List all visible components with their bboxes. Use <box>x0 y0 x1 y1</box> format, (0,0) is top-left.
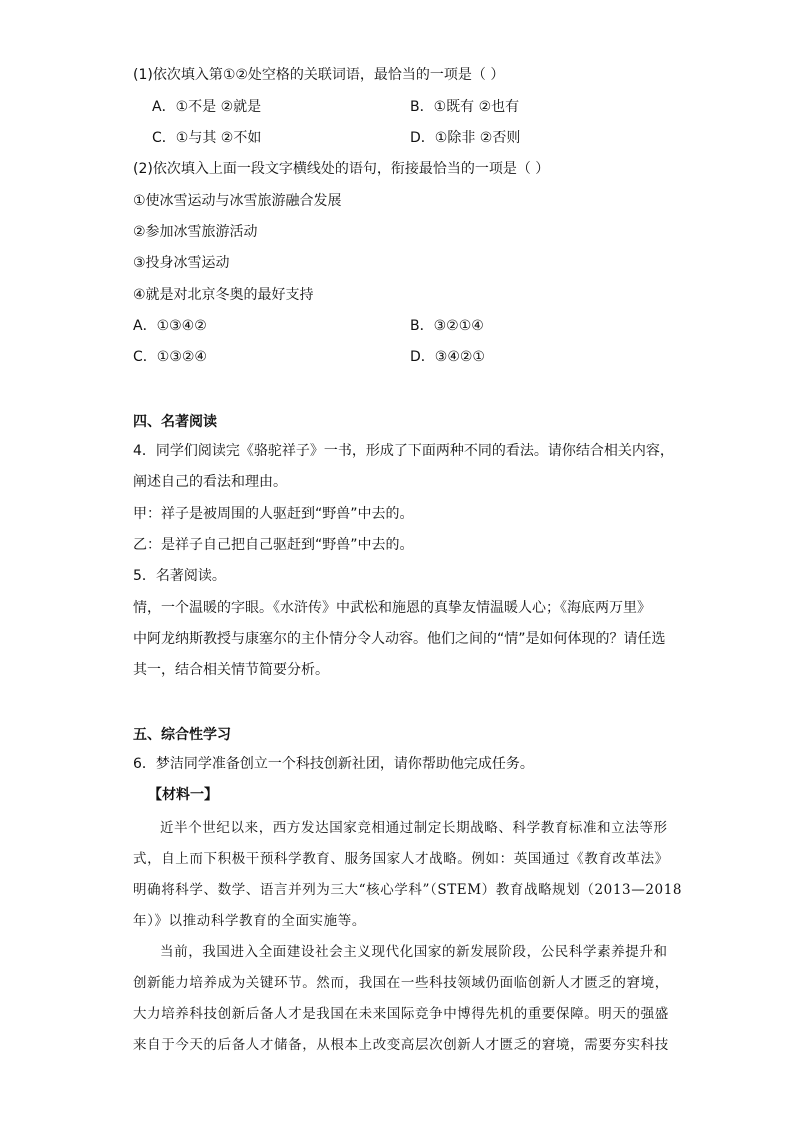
question-6-stem: 6．梦洁同学准备创立一个科技创新社团，请你帮助他完成任务。 <box>133 756 534 772</box>
section-heading: 五、综合性学习 <box>133 727 231 743</box>
option-b: B．③②①④ <box>410 318 484 334</box>
question-4-line: 4．同学们阅读完《骆驼祥子》一书，形成了下面两种不同的看法。请你结合相关内容， <box>133 443 674 459</box>
section-heading: 四、名著阅读 <box>133 414 217 430</box>
option-a: A．①③④② <box>133 318 207 334</box>
option-c: C．①③②④ <box>133 349 207 365</box>
question-2-stem: (2)依次填入上面一段文字横线处的语句，衔接最恰当的一项是（ ） <box>133 161 550 177</box>
sentence-item: ②参加冰雪旅游活动 <box>133 224 258 240</box>
view-jia: 甲：祥子是被周围的人驱赶到“野兽”中去的。 <box>133 506 414 522</box>
material-line: 近半个世纪以来，西方发达国家竞相通过制定长期战略、科学教育标准和立法等形 <box>160 820 668 836</box>
question-5-line: 其一，结合相关情节简要分析。 <box>133 662 329 678</box>
question-5-title: 5．名著阅读。 <box>133 568 226 584</box>
material-line: 来自于今天的后备人才储备，从根本上改变高层次创新人才匮乏的窘境，需要夯实科技 <box>133 1037 669 1053</box>
material-line: 年）》以推动科学教育的全面实施等。 <box>133 913 366 929</box>
option-c: C．①与其 ②不如 <box>152 130 262 146</box>
material-title: 【材料一】 <box>148 787 218 803</box>
material-line: 创新能力培养成为关键环节。然而，我国在一些科技领域仍面临创新人才匮乏的窘境， <box>133 975 669 991</box>
sentence-item: ①使冰雪运动与冰雪旅游融合发展 <box>133 193 342 209</box>
material-line: 式，自上而下积极干预科学教育、服务国家人才战略。例如：英国通过《教育改革法》 <box>133 851 669 867</box>
sentence-item: ③投身冰雪运动 <box>133 255 230 271</box>
question-1-stem: (1)依次填入第①②处空格的关联词语，最恰当的一项是（ ） <box>133 67 505 83</box>
option-d: D．①除非 ②否则 <box>410 130 521 146</box>
question-4-line: 阐述自己的看法和理由。 <box>133 474 287 490</box>
material-line: 明确将科学、数学、语言并列为三大“核心学科”（STEM）教育战略规划（2013—2018 <box>133 882 683 898</box>
question-5-line: 中阿龙纳斯教授与康塞尔的主仆情分令人动容。他们之间的“情”是如何体现的？请任选 <box>133 631 666 647</box>
material-line: 大力培养科技创新后备人才是我国在未来国际竞争中博得先机的重要保障。明天的强盛 <box>133 1006 669 1022</box>
option-d: D．③④②① <box>410 349 485 365</box>
material-line: 当前，我国进入全面建设社会主义现代化国家的新发展阶段，公民科学素养提升和 <box>160 944 668 960</box>
sentence-item: ④就是对北京冬奥的最好支持 <box>133 287 314 303</box>
view-yi: 乙：是祥子自己把自己驱赶到“野兽”中去的。 <box>133 537 414 553</box>
option-b: B．①既有 ②也有 <box>410 99 520 115</box>
question-5-line: 情，一个温暖的字眼。《水浒传》中武松和施恩的真挚友情温暖人心；《海底两万里》 <box>133 600 651 616</box>
option-a: A．①不是 ②就是 <box>152 99 262 115</box>
